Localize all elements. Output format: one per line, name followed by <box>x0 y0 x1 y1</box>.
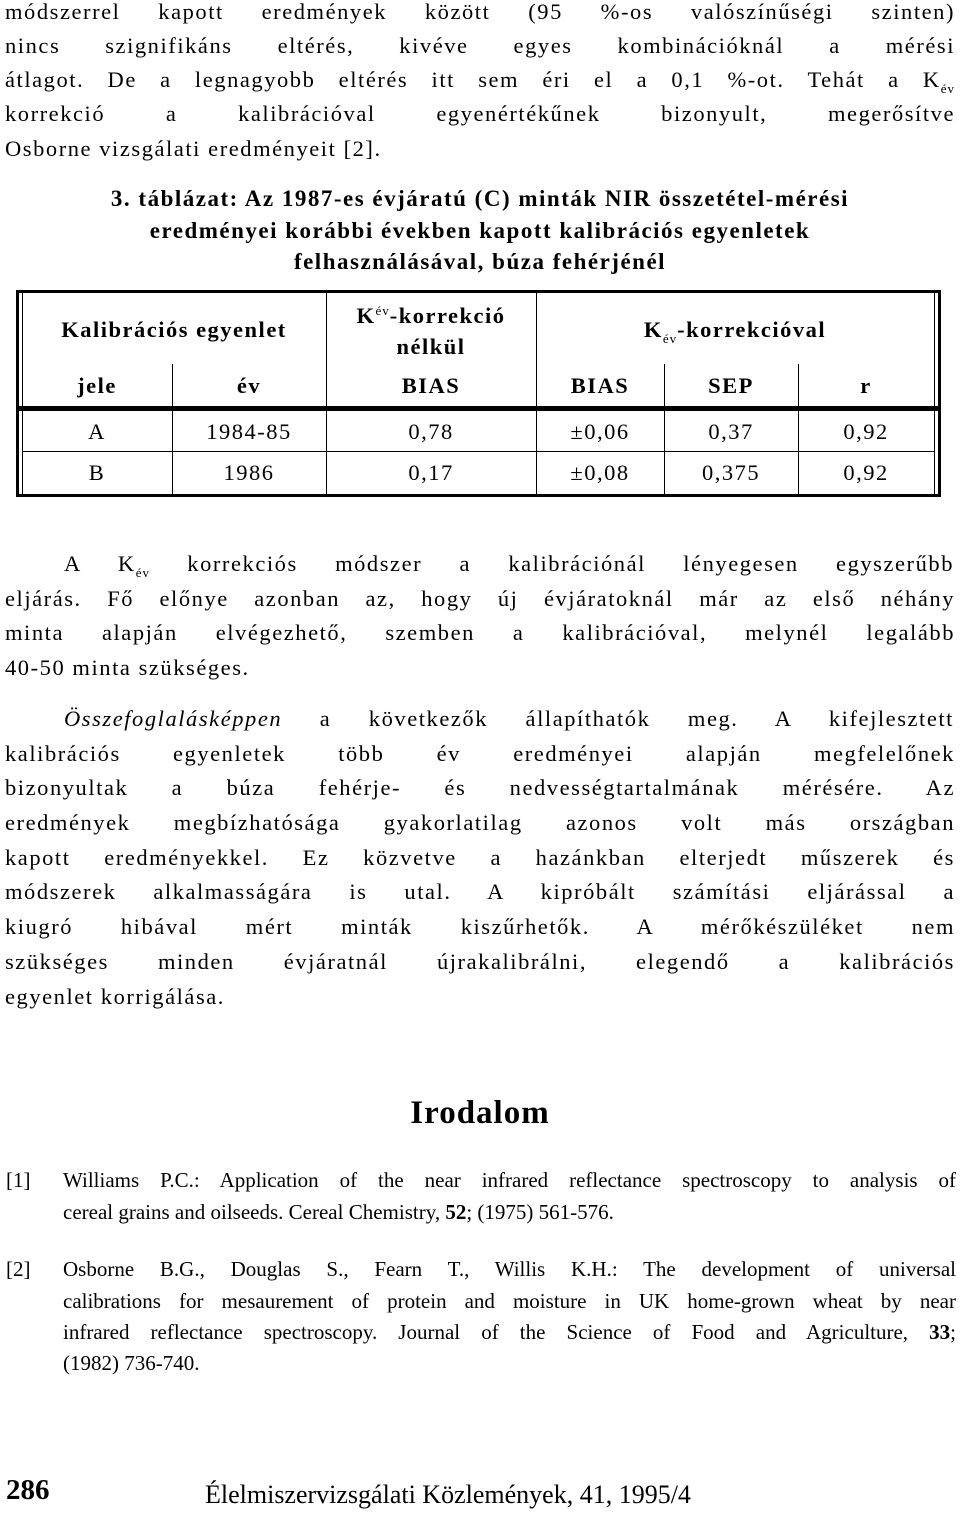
page-number: 286 <box>6 1474 50 1506</box>
ref-1-volume: 52 <box>445 1200 467 1224</box>
ref-2-line-3 <box>63 1317 956 1348</box>
row-b-sep: 0,375 <box>701 460 761 485</box>
ref-1-line-2-b: ; (1975) 561-576. <box>466 1200 614 1224</box>
para3-line-9: egyenlet korrigálása. <box>5 984 225 1009</box>
para2-line-4: 40-50 minta szükséges. <box>5 655 250 680</box>
para3-line-1 <box>64 704 954 734</box>
col-header-bias-without: BIAS <box>401 373 461 398</box>
row-a-sep: 0,37 <box>708 419 754 444</box>
intro-line-4: korrekció a kalibrációval egyenértékűnek bizonyult, megerősítve <box>5 101 955 126</box>
table-group-with-correction <box>536 316 934 347</box>
ref-1-number: [1] <box>6 1168 31 1192</box>
ref-2-volume: 33 <box>929 1320 951 1344</box>
group-without-k: K <box>356 303 376 328</box>
ref-2-line-4: (1982) 736-740. <box>63 1351 200 1375</box>
para2-line-1-b: korrekciós módszer a kalibrációnál lényegesen egyszerűbb <box>149 551 954 576</box>
ref-2-number: [2] <box>6 1257 31 1281</box>
group-with-k: K <box>643 317 663 342</box>
table-caption-line-3: felhasználásával, búza fehérjénél <box>293 249 667 274</box>
group-without-subscript: év <box>375 303 390 318</box>
ref-1-line-2-a: cereal grains and oilseeds. Cereal Chemistry, <box>63 1200 446 1224</box>
row-a-r: 0,92 <box>843 419 889 444</box>
group-with-suffix: -korrekcióval <box>677 317 827 342</box>
col-header-jele: jele <box>77 373 117 398</box>
para3-line-8: szükséges minden évjáratnál újrakalibrálni, elegendő a kalibrációs <box>5 949 955 974</box>
para3-line-7: kiugró hibával mért minták kiszűrhetők. A mérőkészüléket nem <box>5 914 955 939</box>
col-header-sep: SEP <box>708 373 754 398</box>
ref-1-line-1: Williams P.C.: Application of the near infrared reflectance spectroscopy to analysis of <box>63 1168 956 1192</box>
row-b-r: 0,92 <box>843 460 889 485</box>
ref-2-line-1: Osborne B.G., Douglas S., Fearn T., Willis K.H.: The development of universal <box>63 1257 956 1281</box>
ref-1-line-2 <box>63 1197 956 1228</box>
table-group-without-correction-line2: nélkül <box>396 334 466 359</box>
para3-line-3: bizonyultak a búza fehérje- és nedvességtartalmának mérésére. Az <box>5 775 955 800</box>
table-border-right-inner <box>934 293 935 494</box>
para3-line-2: kalibrációs egyenletek több év eredményei alapján megfelelőnek <box>5 741 955 766</box>
intro-line-3 <box>5 65 955 98</box>
ref-2-line-2: calibrations for mesaurement of protein and moisture in UK home-grown wheat by near <box>63 1289 956 1313</box>
para2-line-2: eljárás. Fő előnye azonban az, hogy új évjáratoknál már az első néhány <box>5 586 955 611</box>
group-with-subscript: év <box>662 331 678 346</box>
para2-line-1-a: A K <box>64 551 136 576</box>
para3-line-1-rest: a következők állapíthatók meg. A kifejlesztett <box>282 706 954 731</box>
table-border-right <box>938 290 941 497</box>
col-header-bias-with: BIAS <box>570 373 630 398</box>
row-a-jele: A <box>88 419 106 444</box>
intro-line-1: módszerrel kapott eredmények között (95 %-os valószínűségi szinten) <box>5 0 955 24</box>
ref-2-line-3-a: infrared reflectance spectroscopy. Journal of the Science of Food and Agriculture, <box>63 1320 930 1344</box>
row-a-ev: 1984-85 <box>206 419 292 444</box>
para2-line-3: minta alapján elvégezhető, szemben a kalibrációval, melynél legalább <box>5 620 955 645</box>
intro-line-2: nincs szignifikáns eltérés, kivéve egyes kombinációknál a mérési <box>5 33 955 58</box>
para3-line-4: eredmények megbízhatósága gyakorlatilag azonos volt más országban <box>5 810 955 835</box>
row-b-ev: 1986 <box>223 460 275 485</box>
table-border-top <box>16 290 941 293</box>
table-caption-line-1: 3. táblázat: Az 1987-es évjáratú (C) minták NIR összetétel-mérési <box>110 186 850 211</box>
para3-line-5: kapott eredményekkel. Ez közvetve a hazánkban elterjedt műszerek és <box>5 845 955 870</box>
row-a-bias-without: 0,78 <box>408 419 454 444</box>
col-header-r: r <box>860 373 872 398</box>
table-border-bottom <box>16 494 941 497</box>
references-heading: Irodalom <box>410 1095 550 1131</box>
row-b-bias-without: 0,17 <box>408 460 454 485</box>
para2-subscript: év <box>135 565 150 580</box>
para3-italic-lead: Összefoglalásképpen <box>64 706 283 731</box>
journal-footer: Élelmiszervizsgálati Közlemények, 41, 1995/4 <box>205 1480 691 1509</box>
group-without-suffix: -korrekció <box>389 303 506 328</box>
table-group-calibration: Kalibrációs egyenlet <box>61 317 287 342</box>
para3-line-6: módszerek alkalmasságára is utal. A kipróbált számítási eljárással a <box>5 879 955 904</box>
table-group-without-correction <box>326 302 536 333</box>
intro-line-5: Osborne vizsgálati eredményeit [2]. <box>5 136 382 161</box>
row-b-jele: B <box>88 460 106 485</box>
row-a-bias-with: ±0,06 <box>570 419 630 444</box>
table-header-rule <box>16 406 941 411</box>
intro-line-3-text: átlagot. De a legnagyobb eltérés itt sem éri el a 0,1 %-ot. Tehát a K <box>5 67 941 92</box>
ref-2-line-3-b: ; <box>950 1320 956 1344</box>
table-caption-line-2: eredményei korábbi években kapott kalibrációs egyenletek <box>149 218 811 243</box>
k-subscript: év <box>940 81 955 96</box>
table-border-left <box>16 290 19 497</box>
col-header-ev: év <box>236 373 262 398</box>
para2-line-1 <box>64 549 954 582</box>
row-b-bias-with: ±0,08 <box>570 460 630 485</box>
